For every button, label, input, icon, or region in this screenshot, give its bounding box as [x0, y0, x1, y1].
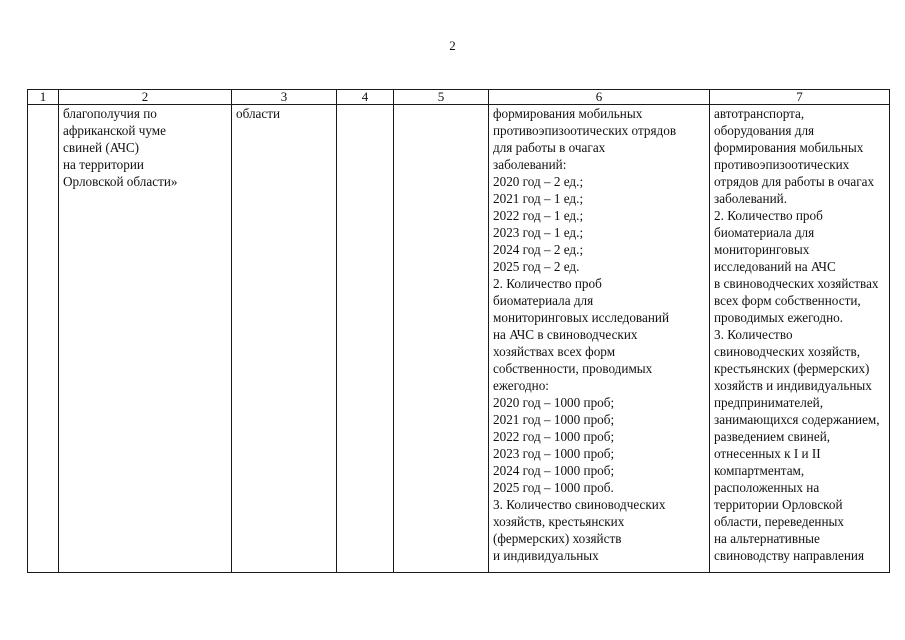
text-line: области [236, 106, 281, 121]
text-line: (фермерских) хозяйств [493, 531, 622, 546]
text-line: 2. Количество проб [493, 276, 602, 291]
text-line: 3. Количество [714, 327, 793, 342]
text-line: и индивидуальных [493, 548, 599, 563]
text-line: на АЧС в свиноводческих [493, 327, 638, 342]
text-line: хозяйствах всех форм [493, 344, 616, 359]
text-line: заболеваний: [493, 157, 567, 172]
text-line: области, переведенных [714, 514, 844, 529]
text-line: исследований на АЧС [714, 259, 836, 274]
header-col-7: 7 [710, 90, 890, 105]
text-line: расположенных на [714, 480, 820, 495]
text-line: биоматериала для [714, 225, 815, 240]
text-line: формирования мобильных [714, 140, 864, 155]
text-line: свиноводству направления [714, 548, 865, 563]
cell-col-6-text [489, 105, 709, 564]
text-line: свиней (АЧС) [63, 140, 140, 155]
text-line: ежегодно: [493, 378, 549, 393]
cell-col-7 [710, 105, 890, 573]
header-col-2: 2 [59, 90, 232, 105]
text-line: отрядов для работы в очагах [714, 174, 875, 189]
text-line: хозяйств, крестьянских [493, 514, 625, 529]
text-line: автотранспорта, [714, 106, 805, 121]
text-line: 2023 год – 1000 проб; [493, 446, 615, 461]
table-row [28, 105, 890, 573]
header-col-1: 1 [28, 90, 59, 105]
text-line: отнесенных к I и II [714, 446, 821, 461]
text-line: противоэпизоотических [714, 157, 850, 172]
text-line: для работы в очагах [493, 140, 606, 155]
text-line: на территории [63, 157, 144, 172]
text-line: занимающихся содержанием, [714, 412, 880, 427]
text-line: территории Орловской [714, 497, 843, 512]
header-col-3: 3 [232, 90, 337, 105]
page-number: 2 [449, 38, 456, 53]
text-line: 2. Количество проб [714, 208, 823, 223]
text-line: 2023 год – 1 ед.; [493, 225, 584, 240]
text-line: 2024 год – 2 ед.; [493, 242, 584, 257]
program-table [27, 89, 890, 573]
text-line: 2020 год – 1000 проб; [493, 395, 615, 410]
cell-col-6 [489, 105, 710, 573]
text-line: 2020 год – 2 ед.; [493, 174, 584, 189]
text-line: 2025 год – 1000 проб. [493, 480, 614, 495]
text-line: на альтернативные [714, 531, 820, 546]
text-line: 2022 год – 1 ед.; [493, 208, 584, 223]
text-line: Орловской области» [63, 174, 178, 189]
cell-col-1 [28, 105, 59, 573]
text-line: 2021 год – 1 ед.; [493, 191, 584, 206]
text-line: оборудования для [714, 123, 815, 138]
text-line: заболеваний. [714, 191, 788, 206]
header-col-5: 5 [394, 90, 489, 105]
cell-col-2-text [59, 105, 231, 190]
text-line: мониторинговых [714, 242, 810, 257]
text-line: разведением свиней, [714, 429, 831, 444]
text-line: крестьянских (фермерских) [714, 361, 870, 376]
text-line: благополучия по [63, 106, 157, 121]
header-col-4: 4 [337, 90, 394, 105]
text-line: собственности, проводимых [493, 361, 653, 376]
cell-col-2 [59, 105, 232, 573]
text-line: 2021 год – 1000 проб; [493, 412, 615, 427]
header-col-6: 6 [489, 90, 710, 105]
text-line: 2022 год – 1000 проб; [493, 429, 615, 444]
text-line: хозяйств и индивидуальных [714, 378, 872, 393]
text-line: проводимых ежегодно. [714, 310, 844, 325]
text-line: в свиноводческих хозяйствах [714, 276, 879, 291]
cell-col-3 [232, 105, 337, 573]
text-line: африканской чуме [63, 123, 166, 138]
cell-col-5 [394, 105, 489, 573]
text-line: противоэпизоотических отрядов [493, 123, 677, 138]
text-line: 2024 год – 1000 проб; [493, 463, 615, 478]
text-line: свиноводческих хозяйств, [714, 344, 861, 359]
text-line: формирования мобильных [493, 106, 643, 121]
text-line: мониторинговых исследований [493, 310, 670, 325]
text-line: биоматериала для [493, 293, 594, 308]
text-line: компартментам, [714, 463, 805, 478]
text-line: 3. Количество свиноводческих [493, 497, 666, 512]
header-row [28, 90, 890, 105]
cell-col-4 [337, 105, 394, 573]
text-line: всех форм собственности, [714, 293, 861, 308]
text-line: 2025 год – 2 ед. [493, 259, 580, 274]
text-line: предпринимателей, [714, 395, 824, 410]
cell-col-7-text [710, 105, 889, 564]
cell-col-3-text [232, 105, 336, 122]
